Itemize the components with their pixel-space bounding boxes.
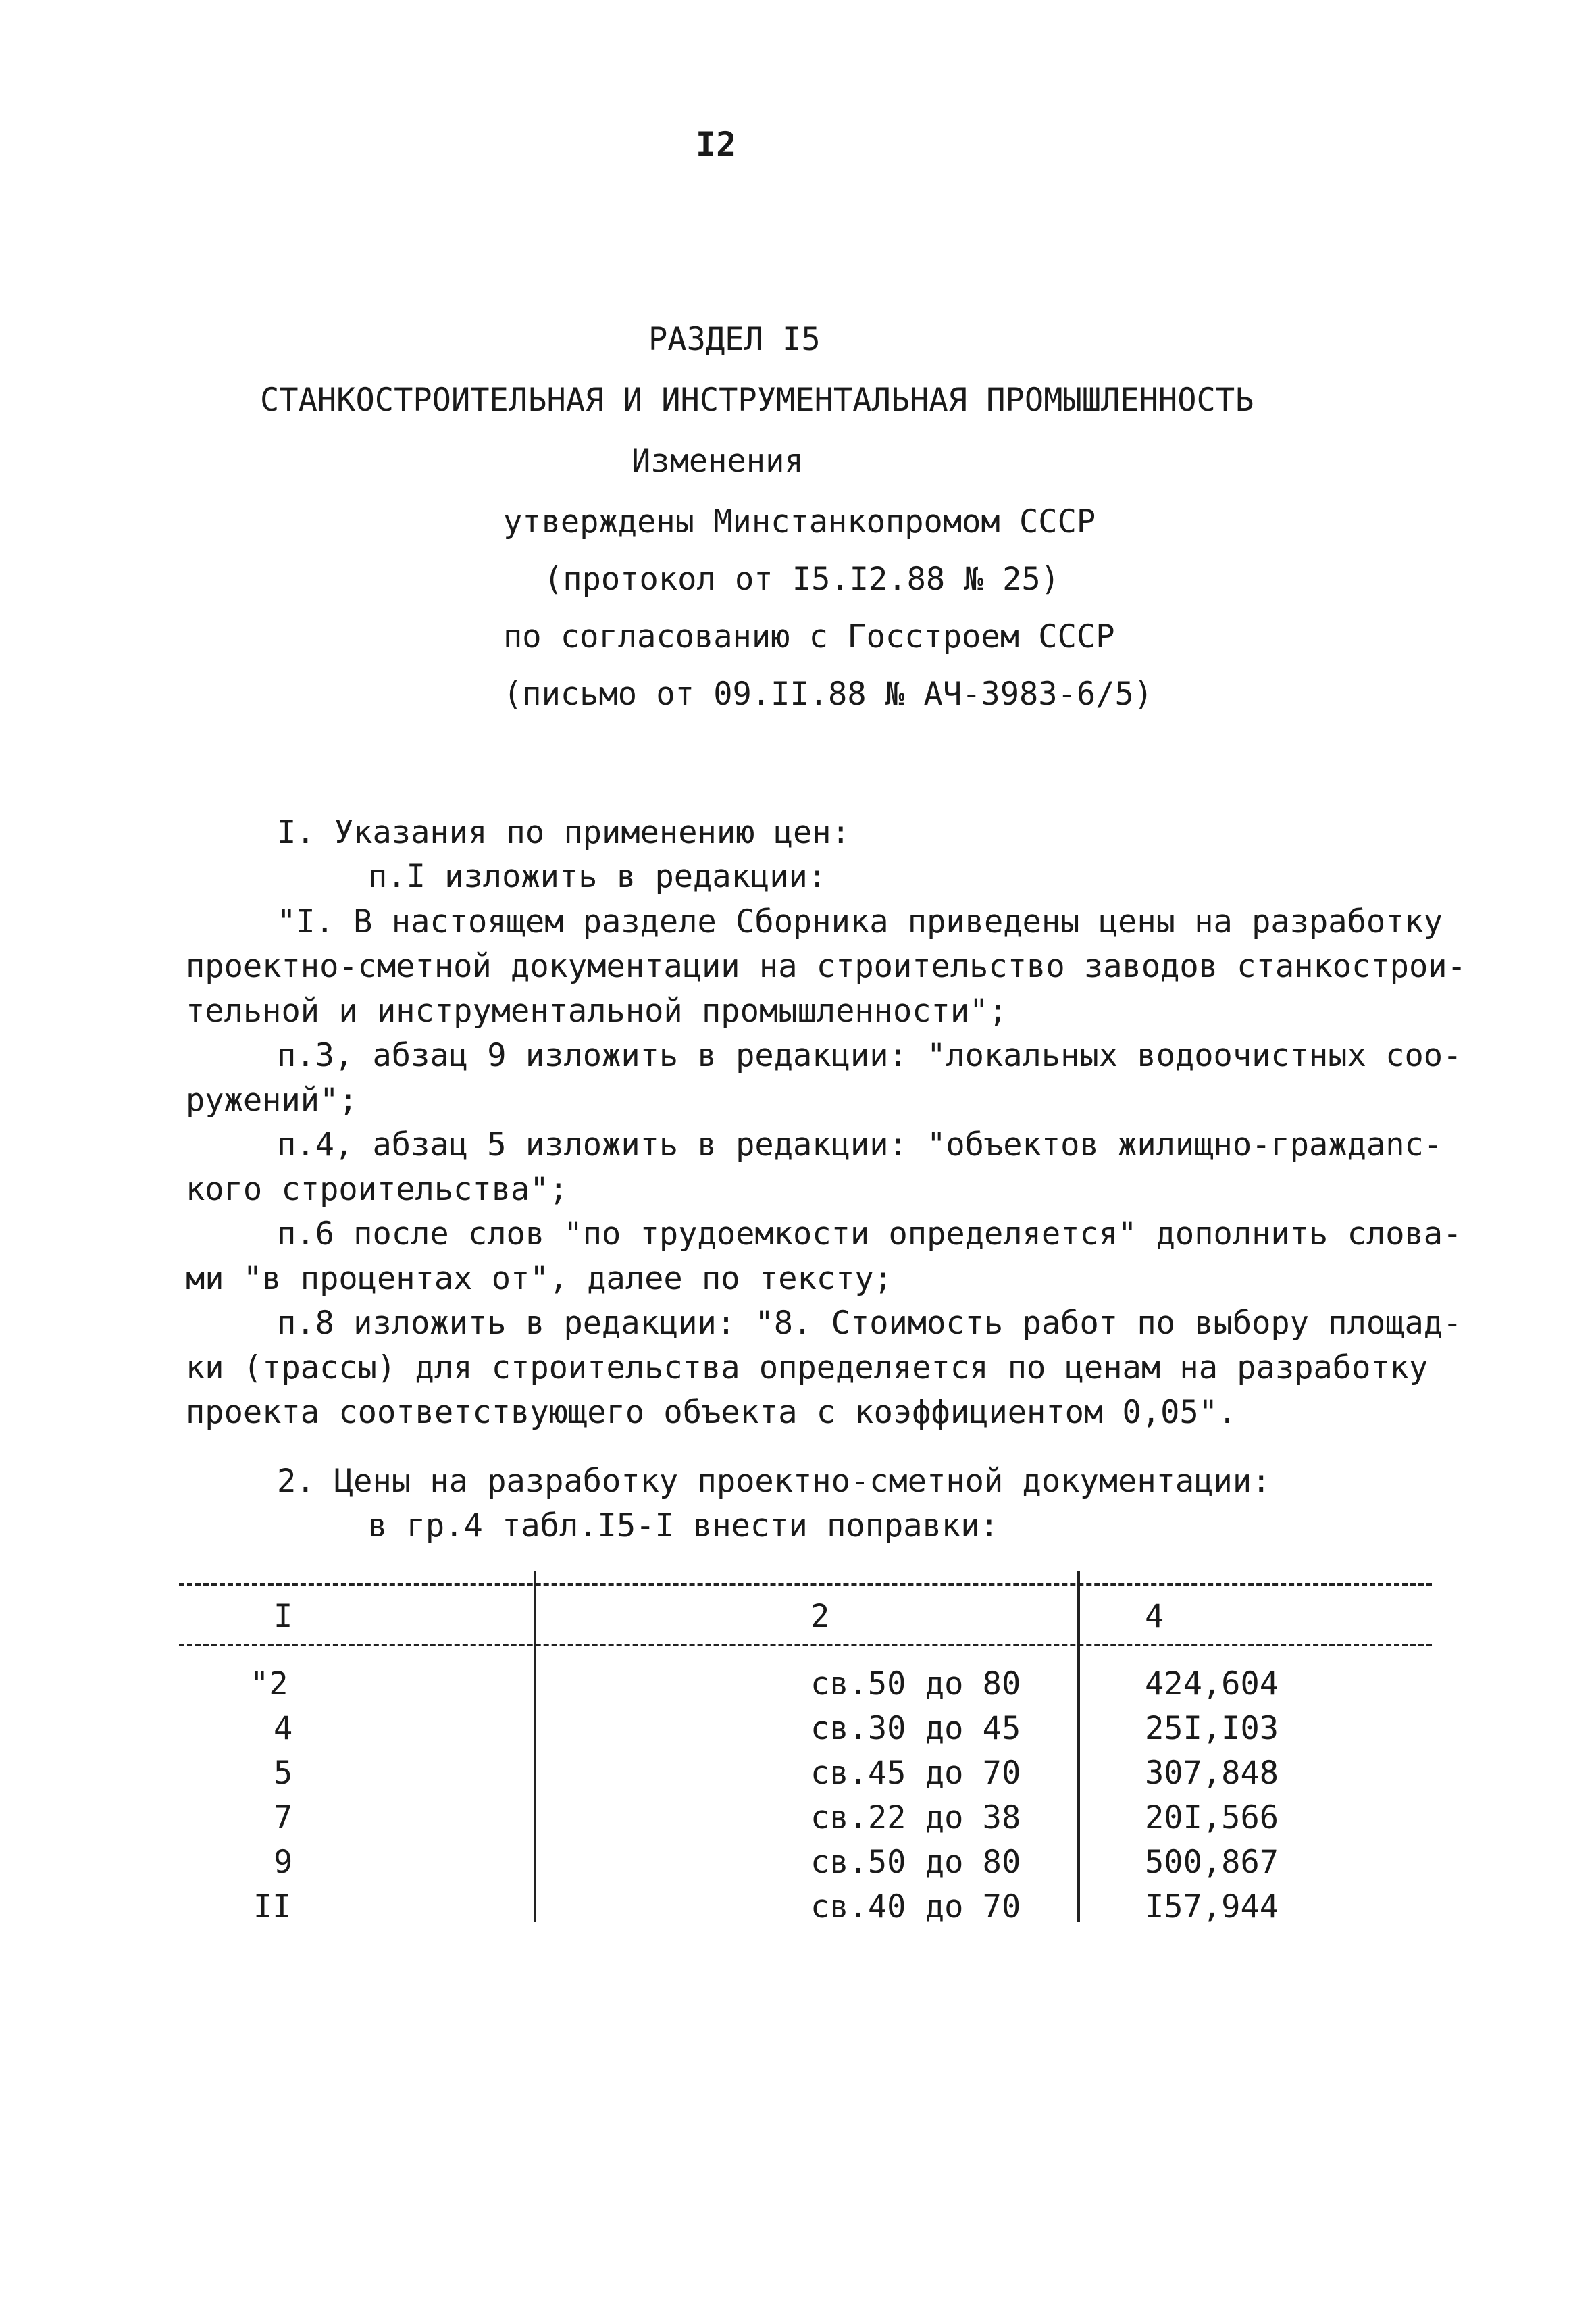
approval-line: утверждены Минстанкопромом СССР (503, 503, 1096, 540)
item-3-line-2: ружений"; (186, 1082, 358, 1119)
page-number: I2 (696, 125, 737, 164)
table-cell-item: II (253, 1888, 292, 1926)
table-cell-price: 20I,566 (1145, 1799, 1279, 1836)
table-header-cell: 4 (1145, 1598, 1164, 1635)
item-8-line-2: ки (трассы) для строительства определяется по ценам на разработку (186, 1349, 1428, 1386)
table-header-cell: 2 (810, 1598, 830, 1635)
item-1-text-line-1: "I. В настоящем разделе Сборника приведены цены на разработку (277, 903, 1443, 940)
item-1-text-line-2: проектно-сметной документации на строительство заводов станкострои- (186, 948, 1466, 985)
instructions-heading: I. Указания по применению цен: (277, 814, 850, 851)
item-4-line-1: п.4, абзац 5 изложить в редакции: "объектов жилищно-граждanс- (277, 1126, 1443, 1163)
table-top-rule (179, 1583, 1432, 1586)
item-6-line-1: п.6 после слов "по трудоемкости определяется" дополнить слова- (277, 1215, 1462, 1253)
table-cell-range: св.30 до 45 (810, 1710, 1021, 1747)
table-cell-range: св.45 до 70 (810, 1755, 1021, 1792)
table-header-rule (179, 1644, 1432, 1646)
industry-title: СТАНКОСТРОИТЕЛЬНАЯ И ИНСТРУМЕНТАЛЬНАЯ ПРОМЫШЛЕННОСТЬ (260, 382, 1254, 419)
item-8-line-1: п.8 изложить в редакции: "8. Стоимость работ по выбору площад- (277, 1305, 1462, 1342)
corrections-table (179, 1571, 1432, 1926)
table-cell-price: 307,848 (1145, 1755, 1279, 1792)
table-cell-price: I57,944 (1145, 1888, 1279, 1926)
changes-label: Изменения (632, 443, 804, 480)
table-cell-range: св.22 до 38 (810, 1799, 1021, 1836)
table-cell-price: 424,604 (1145, 1665, 1279, 1703)
item-8-line-3: проекта соответствующего объекта с коэффициентом 0,05". (186, 1394, 1237, 1431)
table-cell-range: св.40 до 70 (810, 1888, 1021, 1926)
table-cell-range: св.50 до 80 (810, 1665, 1021, 1703)
prices-heading: 2. Цены на разработку проектно-сметной документации: (277, 1463, 1271, 1500)
prices-subheading: в гр.4 табл.I5-I внести поправки: (368, 1507, 999, 1544)
table-cell-price: 500,867 (1145, 1844, 1279, 1881)
item-1-text-line-3: тельной и инструментальной промышленности"; (186, 992, 1008, 1030)
letter-line: (письмо от 09.II.88 № АЧ-3983-6/5) (503, 676, 1154, 713)
table-cell-item: 5 (274, 1755, 293, 1792)
item-3-line-1: п.3, абзац 9 изложить в редакции: "локальных водоочистных соо- (277, 1037, 1462, 1074)
table-column-divider (534, 1571, 536, 1922)
table-header-cell: I (274, 1598, 293, 1635)
table-cell-price: 25I,I03 (1145, 1710, 1279, 1747)
item-6-line-2: ми "в процентах от", далее по тексту; (186, 1260, 893, 1297)
section-title: РАЗДЕЛ I5 (648, 321, 821, 358)
table-cell-item: 7 (274, 1799, 293, 1836)
table-cell-item: "2 (250, 1665, 288, 1703)
table-cell-item: 4 (274, 1710, 293, 1747)
table-cell-item: 9 (274, 1844, 293, 1881)
protocol-line: (протокол от I5.I2.88 № 25) (544, 561, 1060, 598)
agreement-line: по согласованию с Госстроем СССР (503, 618, 1115, 655)
table-cell-range: св.50 до 80 (810, 1844, 1021, 1881)
item-4-line-2: кого строительства"; (186, 1171, 568, 1208)
table-column-divider (1077, 1571, 1080, 1922)
item-1-intro: п.I изложить в редакции: (368, 858, 827, 895)
